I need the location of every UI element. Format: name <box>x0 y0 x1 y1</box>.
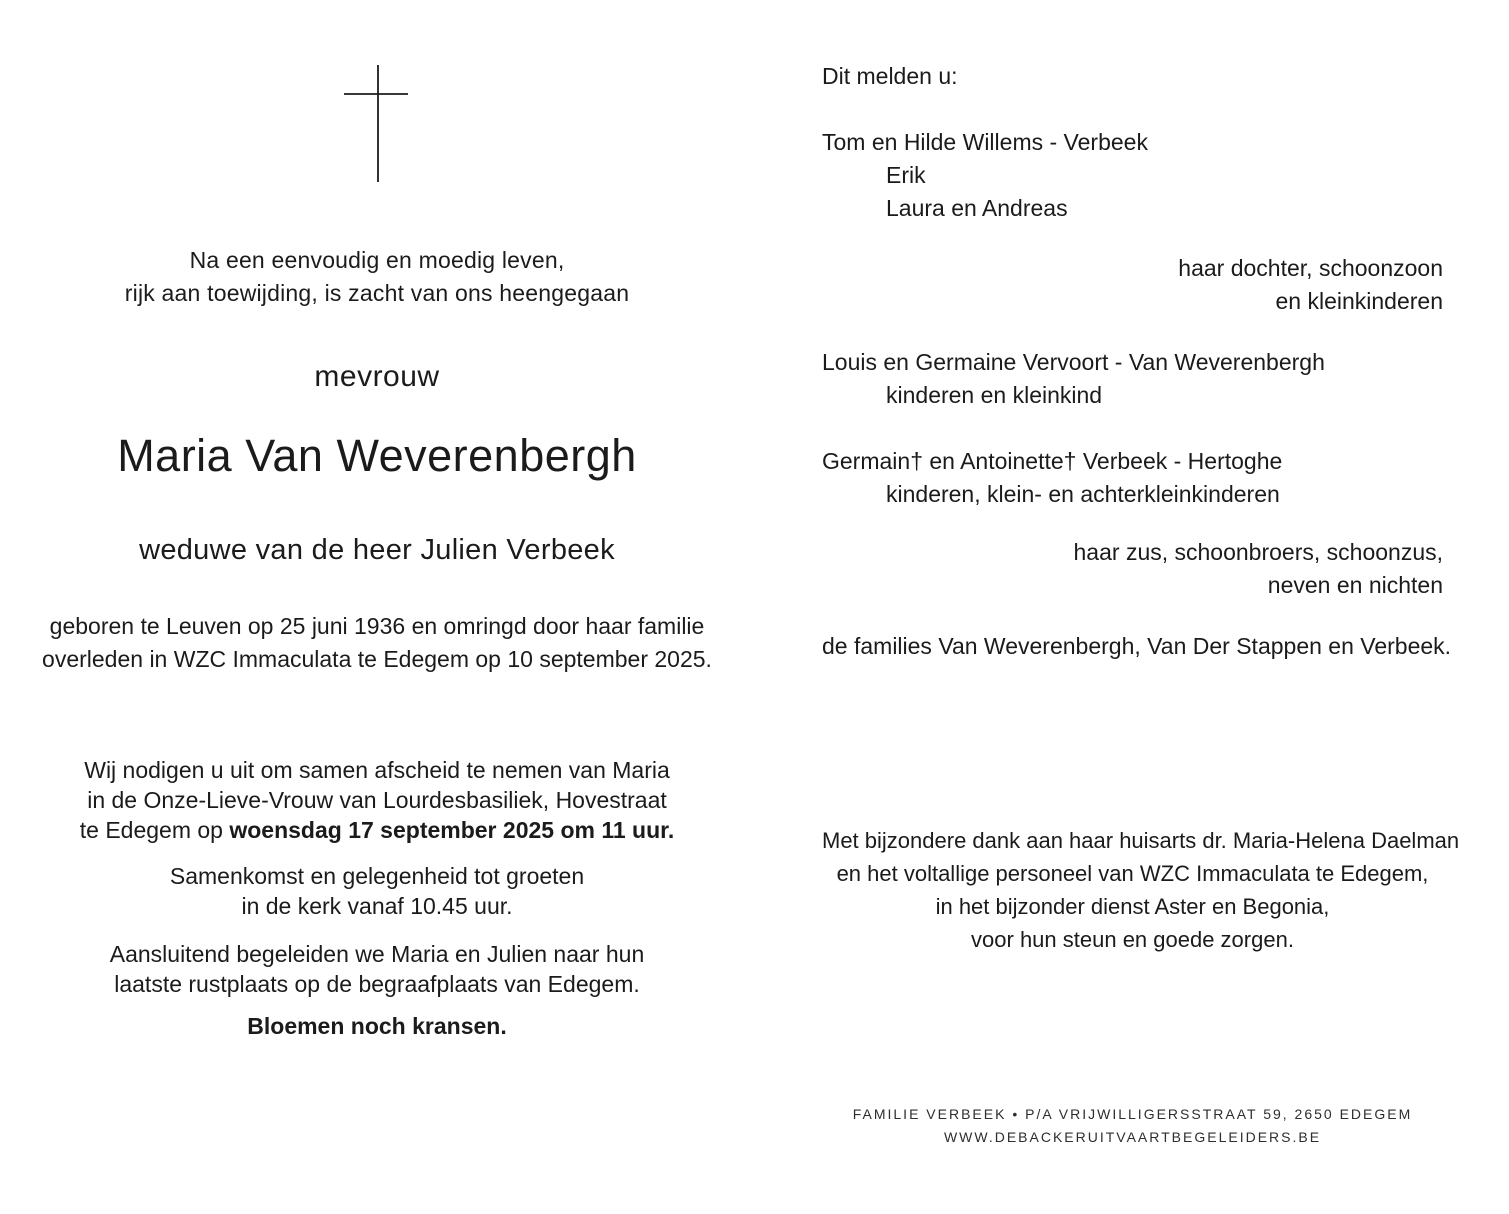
invitation-line-3-prefix: te Edegem op <box>79 817 230 843</box>
intro-line-2: rijk aan toewijding, is zacht van ons heengegaan <box>124 280 630 306</box>
burial-line-1: Aansluitend begeleiden we Maria en Julien naar hun <box>109 941 645 967</box>
widow-of-line: weduwe van de heer Julien Verbeek <box>139 534 615 566</box>
acknowledgement-line-2: en het voltallige personeel van WZC Immaculata te Edegem, <box>836 861 1429 886</box>
acknowledgement-line-4: voor hun steun en goede zorgen. <box>971 927 1294 952</box>
intro-line-1: Na een eenvoudig en moedig leven, <box>189 247 565 273</box>
no-flowers-note: Bloemen noch kransen. <box>247 1013 507 1039</box>
life-dates <box>0 610 754 676</box>
relation-note-2-line-2: neven en nichten <box>1267 572 1443 598</box>
relation-note-1 <box>822 252 1443 318</box>
relation-note-1-line-2: en kleinkinderen <box>1275 288 1443 314</box>
intro-verse <box>0 244 754 310</box>
relation-note-2-line-1: haar zus, schoonbroers, schoonzus, <box>1073 539 1443 565</box>
deceased-name: Maria Van Weverenbergh <box>117 430 637 481</box>
burial-info <box>0 939 754 999</box>
family-group-1-member: Laura en Andreas <box>886 195 1068 221</box>
family-group-1-member: Erik <box>886 162 926 188</box>
family-group-3-member: kinderen, klein- en achterkleinkinderen <box>886 481 1280 507</box>
family-group-3-head: Germain† en Antoinette† Verbeek - Hertoghe <box>822 448 1283 474</box>
gathering-line-2: in de kerk vanaf 10.45 uur. <box>241 893 513 919</box>
invitation-line-3 <box>0 815 754 845</box>
gathering-info <box>0 861 754 921</box>
acknowledgement-line-1: Met bijzondere dank aan haar huisarts dr. Maria-Helena Daelman <box>822 828 1460 853</box>
burial-line-2: laatste rustplaats op de begraafplaats van Edegem. <box>114 971 640 997</box>
contact-footer <box>822 1103 1443 1149</box>
death-line: overleden in WZC Immaculata te Edegem op 10 september 2025. <box>42 646 712 672</box>
family-group-2 <box>822 346 1325 412</box>
acknowledgement-line-3: in het bijzonder dienst Aster en Begonia, <box>935 894 1330 919</box>
family-group-2-head: Louis en Germaine Vervoort - Van Weverenbergh <box>822 349 1325 375</box>
family-group-1 <box>822 126 1148 225</box>
acknowledgement <box>822 824 1460 956</box>
invitation-line-1: Wij nodigen u uit om samen afscheid te nemen van Maria <box>84 757 670 783</box>
family-group-2-member: kinderen en kleinkind <box>886 382 1103 408</box>
relation-note-1-line-1: haar dochter, schoonzoon <box>1178 255 1443 281</box>
announced-by-label: Dit melden u: <box>822 63 958 89</box>
funeral-invitation <box>0 755 754 845</box>
footer-address-line: FAMILIE VERBEEK • P/A VRIJWILLIGERSSTRAAT 59, 2650 EDEGEM <box>852 1106 1413 1122</box>
gathering-line-1: Samenkomst en gelegenheid tot groeten <box>169 863 585 889</box>
family-group-1-head: Tom en Hilde Willems - Verbeek <box>822 129 1148 155</box>
salutation: mevrouw <box>314 360 440 393</box>
invitation-line-2: in de Onze-Lieve-Vrouw van Lourdesbasiliek, Hovestraat <box>87 787 667 813</box>
right-panel <box>754 0 1509 1214</box>
birth-line: geboren te Leuven op 25 juni 1936 en omringd door haar familie <box>49 613 705 639</box>
cross-icon <box>338 60 418 190</box>
left-panel <box>0 0 754 1214</box>
families-line: de families Van Weverenbergh, Van Der Stappen en Verbeek. <box>822 633 1452 659</box>
right-panel-inner <box>822 0 1460 1214</box>
family-group-3 <box>822 445 1282 511</box>
funeral-date-time: woensdag 17 september 2025 om 11 uur. <box>229 817 675 843</box>
relation-note-2 <box>822 536 1443 602</box>
footer-website-line: WWW.DEBACKERUITVAARTBEGELEIDERS.BE <box>943 1129 1322 1145</box>
